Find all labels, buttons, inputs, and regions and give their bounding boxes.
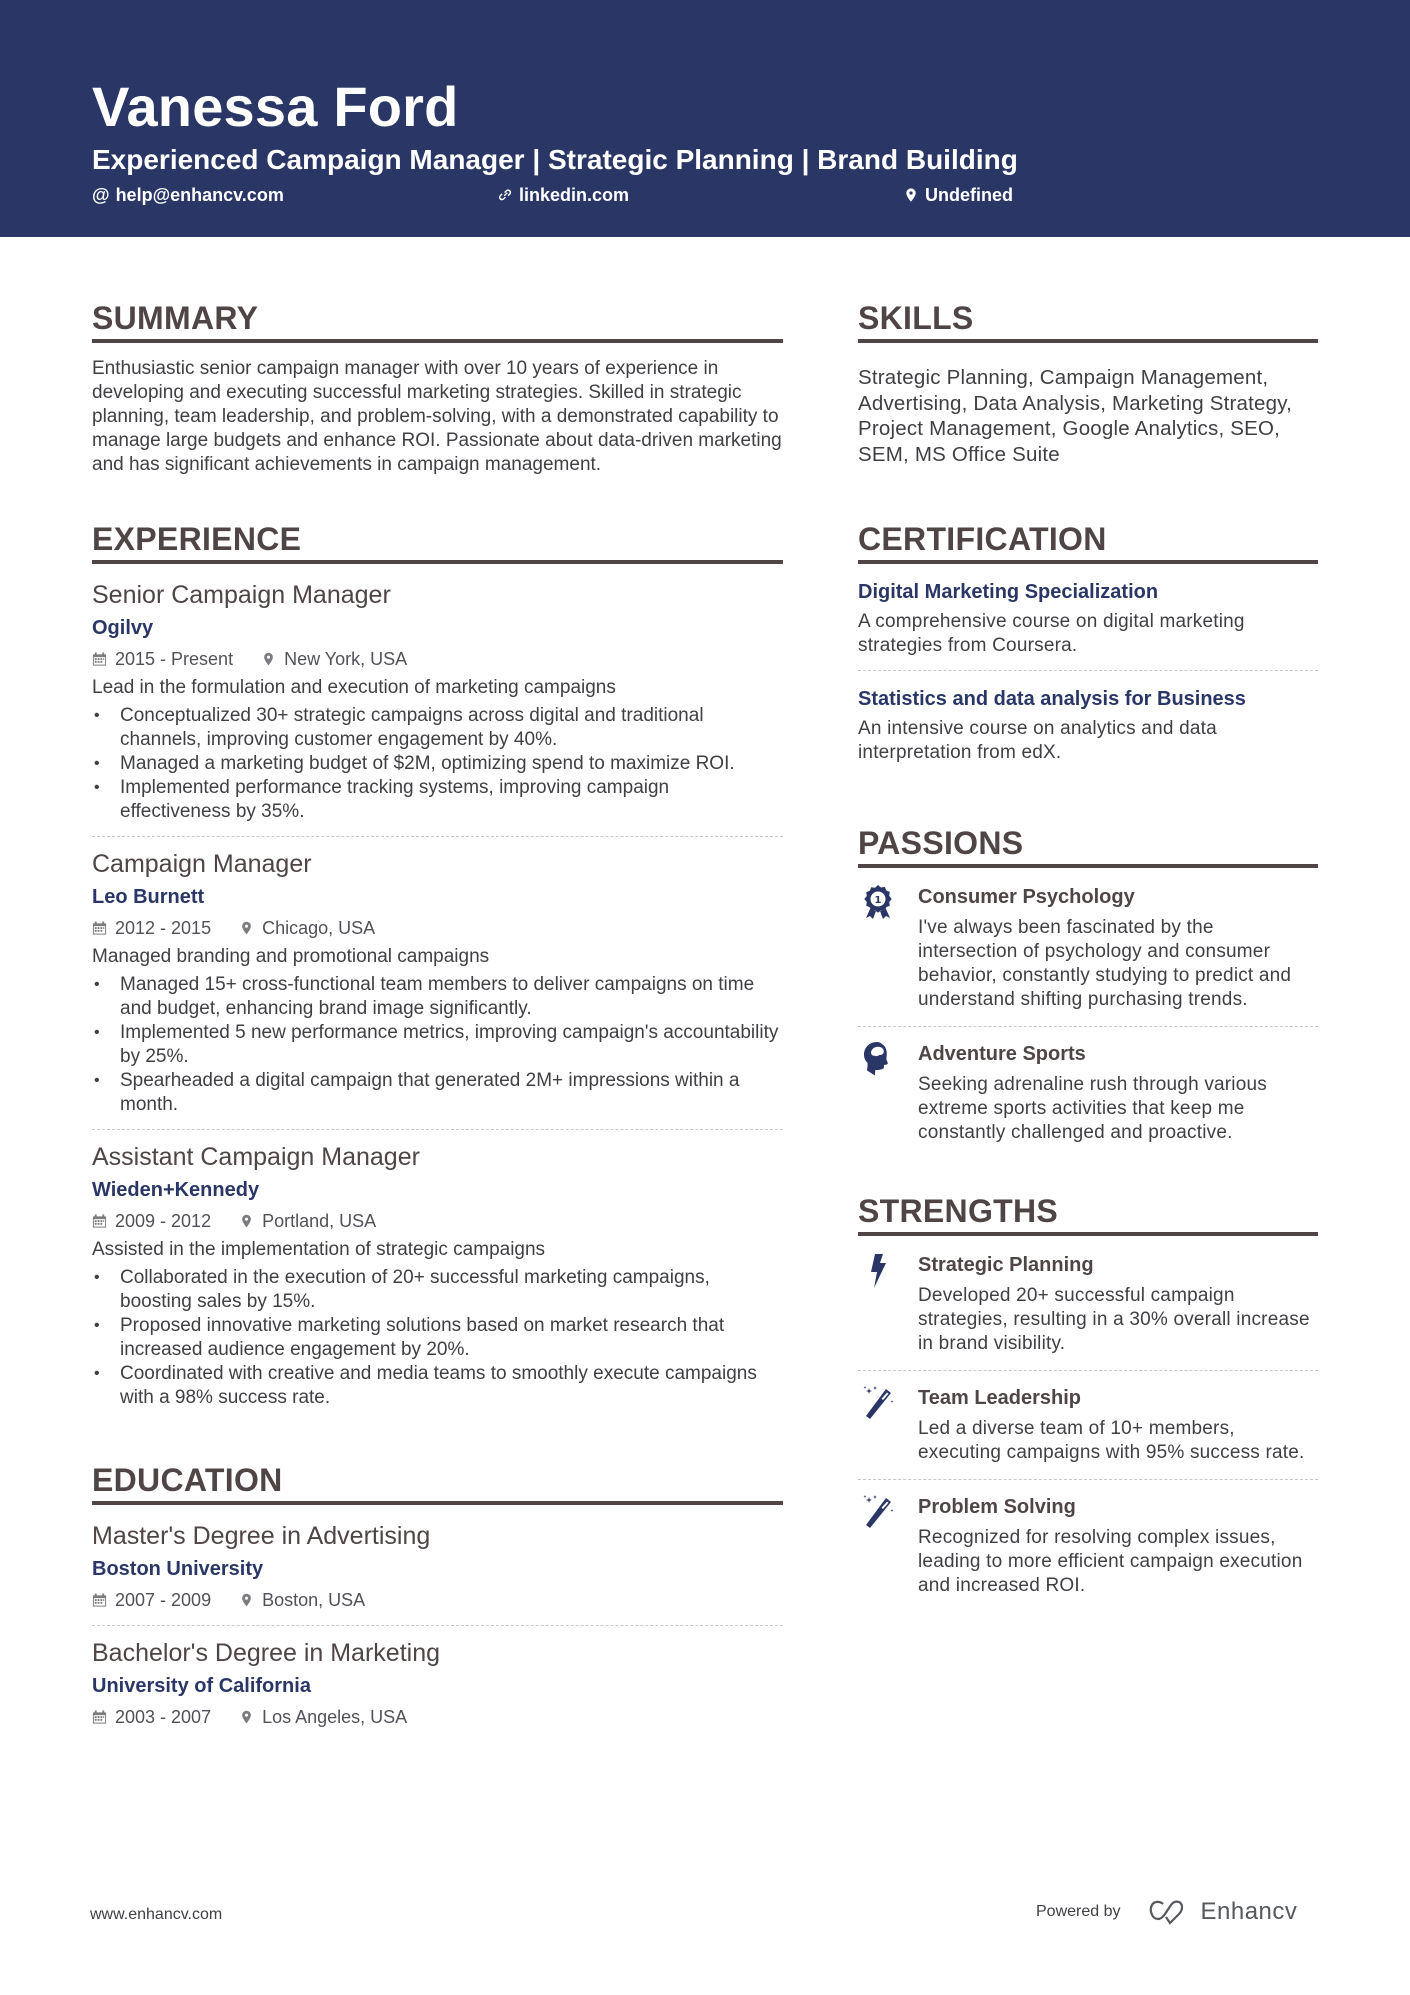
strength-desc: Developed 20+ successful campaign strategies, resulting in a 30% overall increase in brand visibility. xyxy=(918,1285,1310,1354)
passion-title: Adventure Sports xyxy=(918,1043,1086,1065)
strength-item xyxy=(858,1250,1318,1371)
location: New York, USA xyxy=(261,646,407,672)
role-summary: Lead in the formulation and execution of marketing campaigns xyxy=(92,677,616,698)
education-entry xyxy=(92,1519,783,1626)
strength-title: Team Leadership xyxy=(918,1387,1082,1409)
calendar-icon xyxy=(92,651,107,667)
lightning-bolt-icon xyxy=(862,1252,894,1288)
achievement-item: • Conceptualized 30+ strategic campaigns across digital and traditional channels, improving customer engagement by 40%. xyxy=(92,704,783,752)
magic-wand-icon xyxy=(862,1385,894,1421)
skills-section xyxy=(858,300,1318,467)
footer-branding xyxy=(1036,1898,1297,1926)
job-title: Senior Campaign Manager xyxy=(92,581,391,609)
passion-title: Consumer Psychology xyxy=(918,886,1135,908)
powered-by-label: Powered by xyxy=(1036,1903,1121,1920)
calendar-icon xyxy=(92,920,107,936)
school-name: Boston University xyxy=(92,1558,264,1580)
achievement-item: • Coordinated with creative and media teams to smoothly execute campaigns with a 98% success rate. xyxy=(92,1362,783,1410)
degree-title: Bachelor's Degree in Marketing xyxy=(92,1639,440,1667)
date-range: 2015 - Present xyxy=(92,646,233,672)
certification-desc: A comprehensive course on digital marketing strategies from Coursera. xyxy=(858,611,1245,656)
section-title: SUMMARY xyxy=(92,300,783,343)
certification-title: Statistics and data analysis for Business xyxy=(858,688,1246,710)
passions-section xyxy=(858,825,1318,1159)
contact-location xyxy=(903,183,1013,207)
candidate-name: Vanessa Ford xyxy=(92,75,459,138)
section-title: SKILLS xyxy=(858,300,1318,343)
section-title: STRENGTHS xyxy=(858,1193,1318,1236)
company-name: Leo Burnett xyxy=(92,886,205,908)
passion-desc: I've always been fascinated by the intersection of psychology and consumer behavior, constantly studying to predict and understand shifting purchasing trends. xyxy=(918,917,1292,1010)
calendar-icon xyxy=(92,1213,107,1229)
enhancv-logo[interactable] xyxy=(1147,1898,1298,1926)
map-pin-icon xyxy=(239,1709,254,1725)
calendar-icon xyxy=(92,1709,107,1725)
contact-email[interactable] xyxy=(92,183,284,207)
experience-entry xyxy=(92,578,783,837)
entry-meta xyxy=(92,915,783,941)
contact-row xyxy=(92,183,1292,207)
achievement-item: • Spearheaded a digital campaign that generated 2M+ impressions within a month. xyxy=(92,1069,783,1117)
strength-item xyxy=(858,1492,1318,1612)
degree-title: Master's Degree in Advertising xyxy=(92,1522,431,1550)
map-pin-icon xyxy=(239,1592,254,1608)
experience-section xyxy=(92,521,783,1422)
achievement-item: • Proposed innovative marketing solutions based on market research that increased audience engagement by 20%. xyxy=(92,1314,783,1362)
certification-title: Digital Marketing Specialization xyxy=(858,581,1159,603)
job-title: Assistant Campaign Manager xyxy=(92,1143,420,1171)
achievement-list xyxy=(92,704,783,824)
location: Chicago, USA xyxy=(239,915,375,941)
enhancv-logo-icon xyxy=(1147,1899,1193,1925)
passion-item xyxy=(858,882,1318,1027)
certification-section xyxy=(858,521,1318,777)
certification-entry xyxy=(858,685,1318,777)
entry-meta xyxy=(92,1704,783,1730)
strength-desc: Led a diverse team of 10+ members, executing campaigns with 95% success rate. xyxy=(918,1418,1305,1463)
date-range: 2007 - 2009 xyxy=(92,1587,211,1613)
achievement-item: • Implemented 5 new performance metrics, improving campaign's accountability by 25%. xyxy=(92,1021,783,1069)
achievement-item: • Managed a marketing budget of $2M, optimizing spend to maximize ROI. xyxy=(92,752,783,776)
date-range: 2003 - 2007 xyxy=(92,1704,211,1730)
resume-header xyxy=(0,0,1410,237)
award-ribbon-icon xyxy=(862,884,894,920)
entry-meta xyxy=(92,1208,783,1234)
magic-wand-icon xyxy=(862,1494,894,1530)
strength-desc: Recognized for resolving complex issues, leading to more efficient campaign execution and increased ROI. xyxy=(918,1527,1303,1596)
role-summary: Managed branding and promotional campaigns xyxy=(92,946,490,967)
certification-desc: An intensive course on analytics and data interpretation from edX. xyxy=(858,718,1217,763)
strength-title: Strategic Planning xyxy=(918,1254,1094,1276)
passion-desc: Seeking adrenaline rush through various extreme sports activities that keep me constantly challenged and proactive. xyxy=(918,1074,1267,1143)
map-pin-icon xyxy=(239,920,254,936)
role-summary: Assisted in the implementation of strategic campaigns xyxy=(92,1239,546,1260)
location: Los Angeles, USA xyxy=(239,1704,407,1730)
achievement-list xyxy=(92,973,783,1117)
date-range: 2012 - 2015 xyxy=(92,915,211,941)
right-column xyxy=(858,300,1318,1624)
email-text: help@enhancv.com xyxy=(115,185,284,205)
summary-text: Enthusiastic senior campaign manager with over 10 years of experience in developing and executing successful marketing strategies. Skilled in strategic planning, team leadership, and problem-solving, with a demonstrated capability to manage large budgets and enhance ROI. Passionate about data-driven marketing and has significant achievements in campaign management. xyxy=(92,358,782,475)
link-icon xyxy=(497,187,513,203)
svg-text:1: 1 xyxy=(874,895,882,906)
brand-name: Enhancv xyxy=(1200,1898,1298,1925)
location: Portland, USA xyxy=(239,1208,376,1234)
achievement-item: • Collaborated in the execution of 20+ successful marketing campaigns, boosting sales by 15%. xyxy=(92,1266,783,1314)
strength-title: Problem Solving xyxy=(918,1496,1076,1518)
school-name: University of California xyxy=(92,1675,311,1697)
calendar-icon xyxy=(92,1592,107,1608)
entry-meta xyxy=(92,646,783,672)
linkedin-text: linkedin.com xyxy=(519,185,630,205)
achievement-list xyxy=(92,1266,783,1410)
section-title: PASSIONS xyxy=(858,825,1318,868)
date-range: 2009 - 2012 xyxy=(92,1208,211,1234)
entry-meta xyxy=(92,1587,783,1613)
footer-website-link[interactable]: www.enhancv.com xyxy=(90,1906,223,1923)
achievement-item: • Implemented performance tracking systems, improving campaign effectiveness by 35%. xyxy=(92,776,783,824)
location-text: Undefined xyxy=(925,185,1013,205)
company-name: Ogilvy xyxy=(92,617,154,639)
section-title: CERTIFICATION xyxy=(858,521,1318,564)
experience-entry xyxy=(92,847,783,1130)
education-entry xyxy=(92,1636,783,1742)
achievement-item: • Managed 15+ cross-functional team members to deliver campaigns on time and budget, enhancing brand image significantly. xyxy=(92,973,783,1021)
strength-item xyxy=(858,1383,1318,1480)
experience-entry xyxy=(92,1140,783,1422)
candidate-headline: Experienced Campaign Manager | Strategic Planning | Brand Building xyxy=(92,144,1018,175)
skills-list: Strategic Planning, Campaign Management, Advertising, Data Analysis, Marketing Strategy, Project Management, Google Analytics, SEO, SEM, MS Office Suite xyxy=(858,366,1293,466)
strengths-section xyxy=(858,1193,1318,1612)
contact-linkedin[interactable] xyxy=(497,183,629,207)
section-title: EDUCATION xyxy=(92,1462,783,1505)
map-pin-icon xyxy=(903,187,919,203)
left-column xyxy=(92,300,783,1752)
company-name: Wieden+Kennedy xyxy=(92,1179,260,1201)
head-brain-icon xyxy=(862,1041,894,1077)
education-section xyxy=(92,1462,783,1742)
passion-item xyxy=(858,1039,1318,1159)
at-icon: @ xyxy=(92,185,110,205)
location: Boston, USA xyxy=(239,1587,365,1613)
map-pin-icon xyxy=(261,651,276,667)
section-title: EXPERIENCE xyxy=(92,521,783,564)
summary-section xyxy=(92,300,783,477)
job-title: Campaign Manager xyxy=(92,850,312,878)
certification-entry xyxy=(858,578,1318,671)
map-pin-icon xyxy=(239,1213,254,1229)
